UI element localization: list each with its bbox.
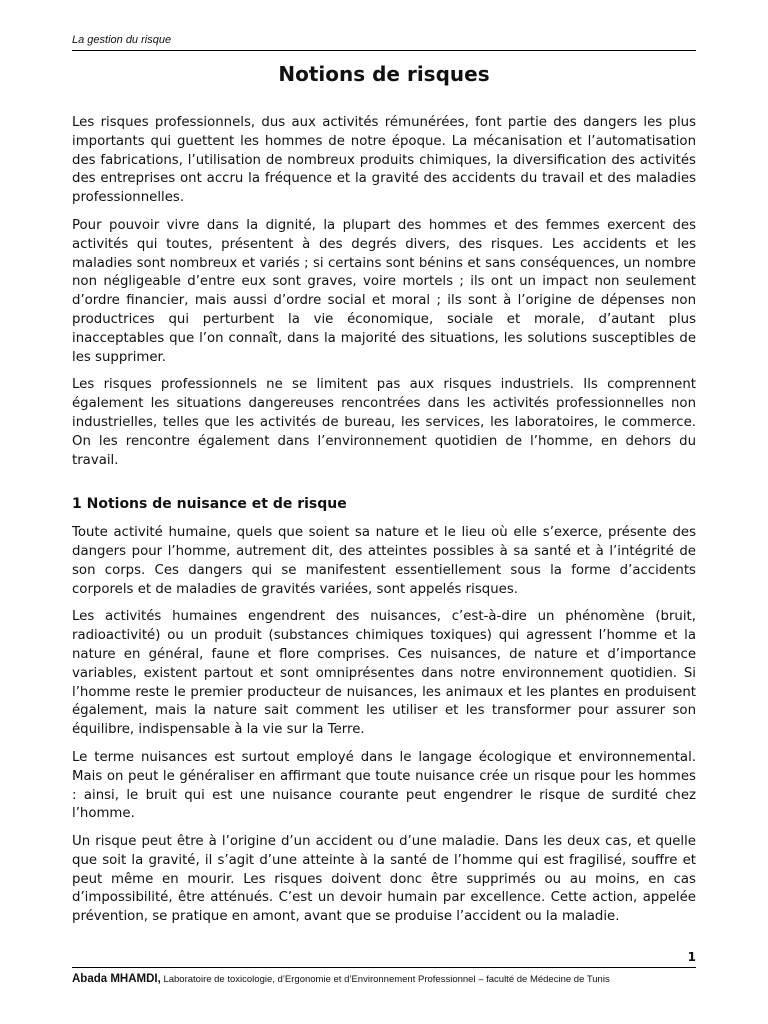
running-header [72, 34, 696, 51]
page-title: Notions de risques [278, 62, 490, 86]
page-footer [72, 973, 712, 985]
intro-paragraph-2: Pour pouvoir vivre dans la dignité, la plupart des hommes et des femmes exercent des activités qui toutes, présentent à des degrés divers, des risques. Les accidents et les maladies sont nombreux et variés ; si certains sont bénins et sans conséquences, un nombre non négligeable d’entre eux sont graves, voire mortels ; ils ont un impact non seulement d’ordre financier, mais aussi d’ordre social et moral ; ils sont à l’origine de dépenses non productrices qui perturbent la vie économique, sociale et morale, d’autant plus inacceptables que l’on connaît, dans la majorité des situations, les solutions susceptibles de les supprimer. [72, 217, 696, 365]
footer-divider [72, 967, 696, 968]
footer-affiliation: Laboratoire de toxicologie, d’Ergonomie et d’Environnement Professionnel – faculté de Médecine de Tunis [163, 974, 610, 985]
section-heading: 1 Notions de nuisance et de risque [72, 496, 347, 513]
section-paragraph-4: Un risque peut être à l’origine d’un accident ou d’une maladie. Dans les deux cas, et quelle que soit la gravité, il s’agit d’une atteinte à la santé de l’homme qui est fragilisé, souffre et peut même en mourir. Les risques doivent donc être supprimés ou au moins, en cas d’impossibilité, être atténués. C’est un devoir humain par excellence. Cette action, appelée prévention, se pratique en amont, avant que se produise l’accident ou la maladie. [72, 834, 696, 925]
section-paragraph-2: Les activités humaines engendrent des nuisances, c’est-à-dire un phénomène (bruit, radioactivité) ou un produit (substances chimiques toxiques) qui agressent l’homme et la nature en général, faune et flore comprises. Ces nuisances, de nature et d’importance variables, existent partout et sont omniprésentes dans notre environnement quotidien. Si l’homme reste le premier producteur de nuisances, les animaux et les plantes en produisent également, mais la nature sait comment les utiliser et les transformer pour assurer son équilibre, indispensable à la vie sur la Terre. [72, 609, 696, 738]
intro-paragraph-3: Les risques professionnels ne se limitent pas aux risques industriels. Ils comprennent également les situations dangereuses rencontrées dans les activités professionnelles non industrielles, telles que les activités de bureau, les services, les laboratoires, le commerce. On les rencontre également dans l’environnement quotidien de l’homme, en dehors du travail. [72, 377, 696, 468]
intro-paragraph-1: Les risques professionnels, dus aux activités rémunérées, font partie des dangers les plus importants qui guettent les hommes de notre époque. La mécanisation et l’automatisation des fabrications, l’utilisation de nombreux produits chimiques, la diversification des activités des entreprises ont accru la fréquence et la gravité des accidents du travail et des maladies professionnelles. [72, 115, 696, 206]
footer-author: Abada MHAMDI, [72, 973, 161, 985]
page-number: 1 [687, 950, 696, 964]
section-paragraph-3: Le terme nuisances est surtout employé dans le langage écologique et environnemental. Mais on peut le généraliser en affirmant que toute nuisance crée un risque pour les hommes : ainsi, le bruit qui est une nuisance courante peut engendrer le risque de surdité chez l’homme. [72, 749, 696, 822]
running-title: La gestion du risque [72, 34, 172, 46]
section-paragraph-1: Toute activité humaine, quels que soient sa nature et le lieu où elle s’exerce, présente des dangers pour l’homme, autrement dit, des atteintes possibles à sa santé et à l’intégrité de son corps. Ces dangers qui se manifestent essentiellement sous la forme d’accidents corporels et de maladies de gravités variées, sont appelés risques. [72, 525, 696, 597]
document-body [72, 114, 696, 936]
